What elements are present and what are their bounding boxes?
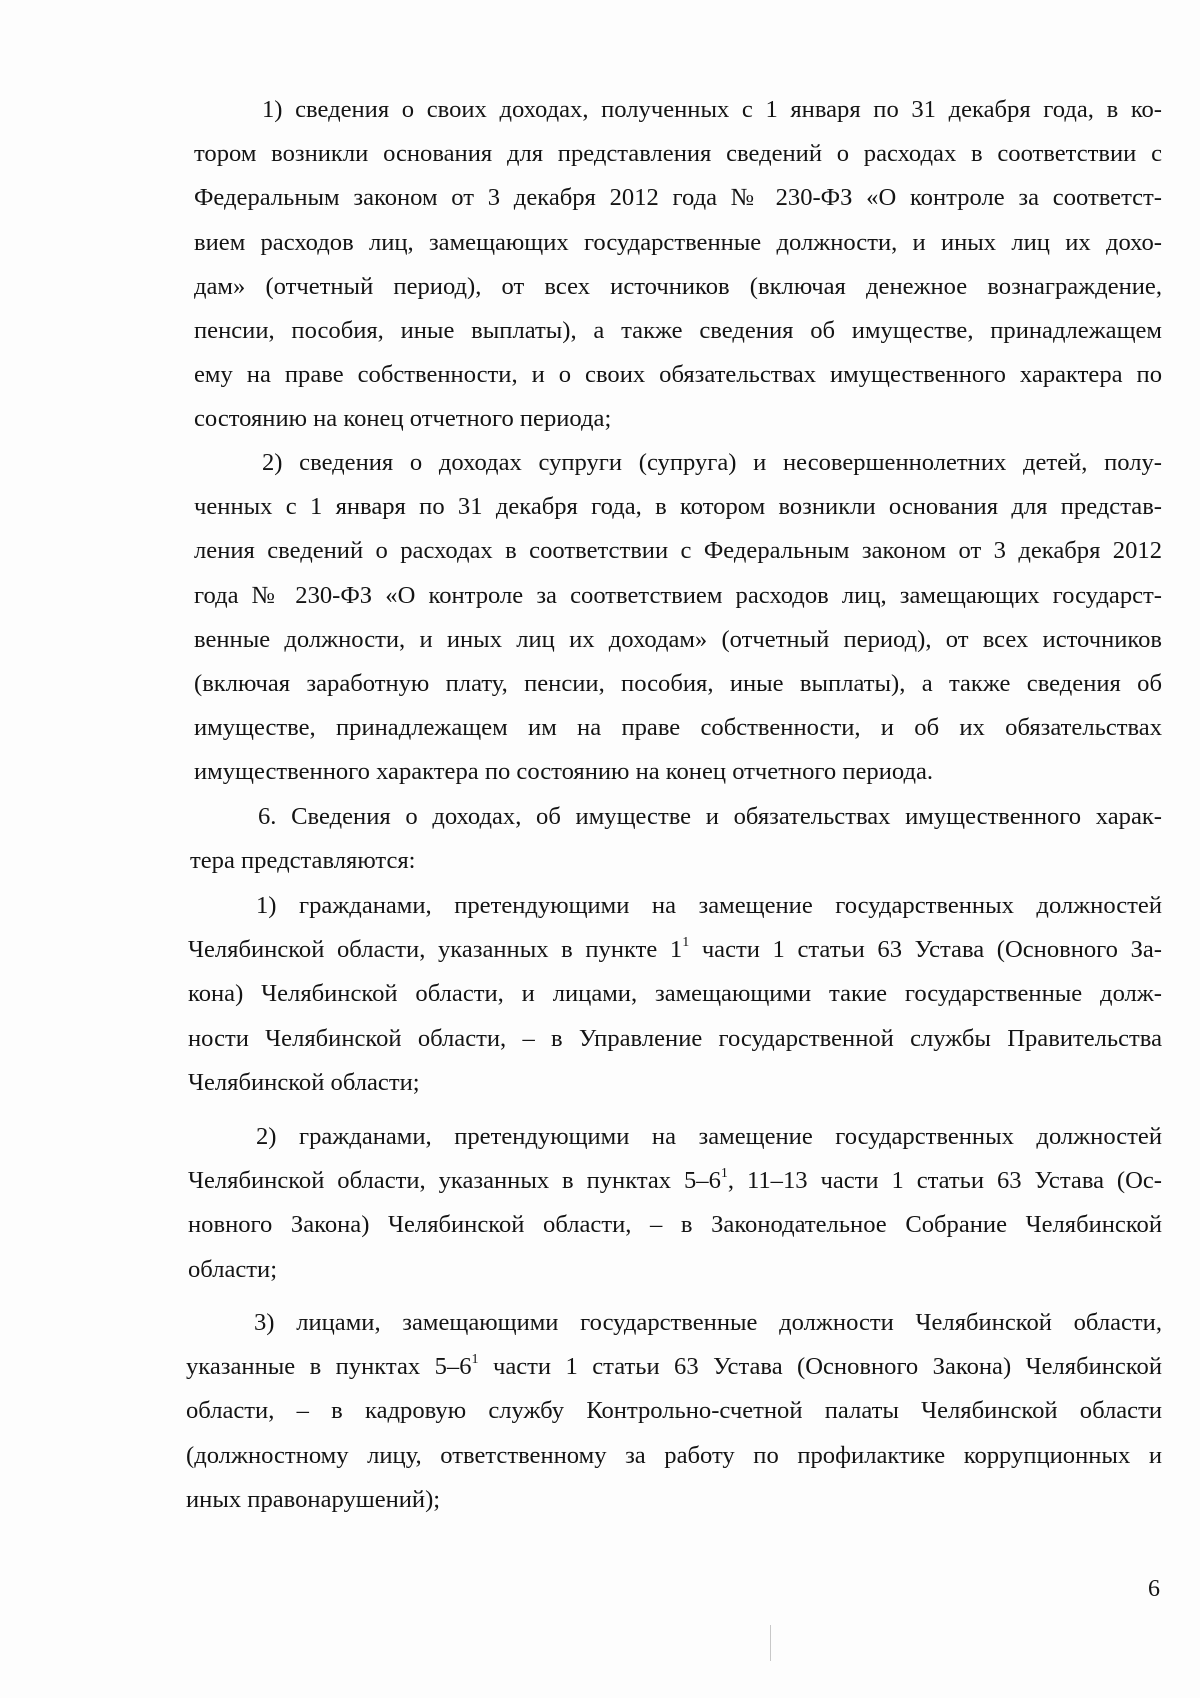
text-line: имущественного характера по состоянию на конец отчетного периода. <box>194 758 934 786</box>
page-number: 6 <box>1148 1576 1160 1602</box>
text-line: состоянию на конец отчетного периода; <box>194 405 612 433</box>
text-line: кона) Челябинской области, и лицами, замещающими такие государственные долж- <box>188 980 1162 1008</box>
text-line: 2) гражданами, претендующими на замещение государственных должностей <box>256 1123 1162 1150</box>
text-line: 6. Сведения о доходах, об имуществе и обязательствах имущественного харак- <box>258 803 1162 830</box>
paragraph-6 <box>186 1301 1162 1522</box>
text-line: 1) сведения о своих доходах, полученных с 1 января по 31 декабря года, в ко- <box>262 96 1162 123</box>
paragraph-1 <box>194 88 1162 442</box>
paragraph-2 <box>194 441 1162 795</box>
text-line: ления сведений о расходах в соответствии с Федеральным законом от 3 декабря 2012 <box>194 537 1162 565</box>
text-line: тера представляются: <box>190 847 416 875</box>
paragraph-4 <box>188 884 1162 1105</box>
text-line: Челябинской области, указанных в пунктах $5-6^1$, 11–13 части 1 статьи 63 Устава (Ос- <box>188 1166 1162 1195</box>
text-line: Челябинской области; <box>188 1068 420 1096</box>
text-line: 1) гражданами, претендующими на замещение государственных должностей <box>256 892 1162 919</box>
text-line: иных правонарушений); <box>186 1485 441 1513</box>
text-line: пенсии, пособия, иные выплаты), а также сведения об имуществе, принадлежащем <box>194 316 1162 344</box>
text-line: (должностному лицу, ответственному за работу по профилактике коррупционных и <box>186 1441 1162 1469</box>
text-line: ности Челябинской области, – в Управление государственной службы Правительства <box>188 1024 1162 1052</box>
text-line: (включая заработную плату, пенсии, пособия, иные выплаты), а также сведения об <box>194 669 1162 697</box>
paragraph-5 <box>188 1115 1162 1292</box>
text-line: 3) лицами, замещающими государственные должности Челябинской области, <box>254 1309 1162 1336</box>
text-line: имуществе, принадлежащем им на праве собственности, и об их обязательствах <box>194 714 1162 742</box>
text-line: области, – в кадровую службу Контрольно-счетной палаты Челябинской области <box>186 1397 1162 1425</box>
text-line: Федеральным законом от 3 декабря 2012 года № 230-ФЗ «О контроле за соответст- <box>194 184 1162 212</box>
paragraph-3 <box>190 795 1162 883</box>
text-line: дам» (отчетный период), от всех источников (включая денежное вознаграждение, <box>194 272 1162 300</box>
text-line: тором возникли основания для представления сведений о расходах в соответствии с <box>194 140 1162 168</box>
text-line: 2) сведения о доходах супруги (супруга) и несовершеннолетних детей, полу- <box>262 449 1162 476</box>
text-line: венные должности, и иных лиц их доходам» (отчетный период), от всех источников <box>194 625 1162 653</box>
text-line: области; <box>188 1255 278 1283</box>
text-line: новного Закона) Челябинской области, – в Законодательное Собрание Челябинской <box>188 1211 1162 1239</box>
text-line: года № 230-ФЗ «О контроле за соответствием расходов лиц, замещающих государст- <box>194 581 1162 609</box>
text-line: ченных с 1 января по 31 декабря года, в котором возникли основания для представ- <box>194 493 1162 521</box>
text-line: ему на праве собственности, и о своих обязательствах имущественного характера по <box>194 361 1162 389</box>
text-line: Челябинской области, указанных в пункте $1^1$ части 1 статьи 63 Устава (Основного За- <box>188 935 1162 964</box>
scan-artifact-line <box>770 1625 771 1661</box>
text-line: вием расходов лиц, замещающих государственные должности, и иных лиц их дохо- <box>194 228 1162 256</box>
text-line: указанные в пунктах $5-6^1$ части 1 статьи 63 Устава (Основного Закона) Челябинской <box>186 1352 1162 1381</box>
